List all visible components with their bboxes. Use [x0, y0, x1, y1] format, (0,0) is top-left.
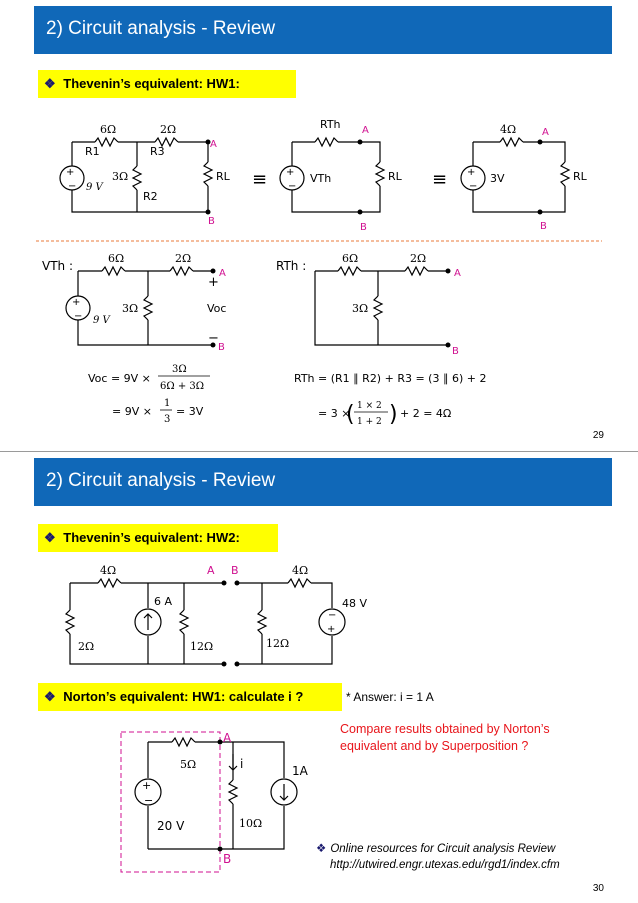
resources-line-1: Online resources for Circuit analysis Review — [330, 843, 556, 855]
svg-text:+: + — [327, 624, 336, 635]
vth-label: VTh — [310, 172, 332, 185]
page-number-29: 29 — [592, 430, 604, 441]
online-resources — [316, 841, 560, 873]
diamond-bullet-icon: ❖ — [44, 76, 56, 91]
voc-equation-left: Voc = 9V × — [88, 372, 151, 385]
r3-name-label: R3 — [150, 145, 165, 158]
svg-text:): ) — [389, 402, 398, 427]
rth-equation2-left: = 3 × — [318, 407, 351, 420]
svg-text:+: + — [286, 167, 295, 178]
hw2-node-b: B — [231, 564, 239, 577]
vth-voc-label: Voc — [207, 302, 227, 315]
thevenin-hw1-text: Thevenin’s equivalent: HW1: — [63, 76, 240, 91]
resources-url[interactable]: http://utwired.engr.utexas.edu/rgd1/index.cfm — [330, 859, 560, 871]
slide-title: 2) Circuit analysis - Review — [46, 18, 276, 39]
vth-node-b: B — [218, 342, 225, 353]
rth-r-right-label: 2Ω — [410, 252, 427, 265]
norton-voltage-source: 20 V — [157, 819, 185, 833]
resistor-4ohm — [500, 138, 523, 146]
node-b-label-2: B — [360, 222, 367, 233]
norton-dashed-box — [121, 732, 220, 872]
resistor-rl-3 — [561, 162, 569, 186]
svg-text:−: − — [469, 181, 478, 192]
rth-equation2-den: 1 + 2 — [357, 417, 382, 427]
vth-minus-sign: − — [208, 331, 219, 346]
hw2-r-left: 2Ω — [78, 640, 95, 653]
equivalence-symbol-2: ≡ — [432, 169, 448, 190]
svg-text:+: + — [142, 779, 152, 792]
node-a-label-1: A — [210, 139, 217, 150]
svg-text:+: + — [66, 167, 75, 178]
vth-heading: VTh : — [42, 259, 74, 273]
voc-equation2-right: = 3V — [176, 405, 204, 418]
svg-text:−: − — [328, 610, 337, 621]
svg-text:−: − — [74, 311, 83, 322]
diamond-bullet-icon: ❖ — [316, 843, 327, 855]
svg-text:+: + — [72, 297, 81, 308]
svg-text:−: − — [288, 181, 297, 192]
node-b-label-1: B — [208, 216, 215, 227]
resistor-rl-2 — [376, 162, 384, 186]
norton-node-a: A — [223, 731, 232, 745]
rl-label-3: RL — [573, 170, 587, 183]
rth-node-b: B — [452, 346, 459, 357]
norton-hw1-text: Norton’s equivalent: HW1: calculate i ? — [63, 689, 304, 704]
svg-text:−: − — [144, 794, 154, 807]
hw2-circuit-diagram — [0, 452, 638, 903]
vth-r-left-label: 6Ω — [108, 252, 125, 265]
diamond-bullet-icon: ❖ — [44, 530, 56, 545]
hw2-voltage-source: 48 V — [342, 597, 368, 610]
rth-label: RTh — [320, 118, 341, 131]
norton-r-shunt: 10Ω — [239, 817, 263, 830]
vth-r-right-label: 2Ω — [175, 252, 192, 265]
norton-current-i: i — [240, 757, 244, 771]
voc-equation-num: 3Ω — [172, 364, 187, 375]
voc-equation-den: 6Ω + 3Ω — [160, 381, 205, 392]
compare-line-1: Compare results obtained by Norton’s — [340, 722, 550, 736]
hw2-r-top-right: 4Ω — [292, 564, 309, 577]
rth-r-shunt-label: 3Ω — [352, 302, 369, 315]
vth-node-a: A — [219, 268, 226, 279]
diamond-bullet-icon: ❖ — [44, 689, 56, 704]
resistor-r2 — [133, 166, 141, 190]
rth-equation2-num: 1 × 2 — [357, 401, 382, 411]
vth-plus-sign: + — [208, 275, 219, 290]
hw1-circuit-diagram — [0, 0, 638, 451]
vth-source-label: 9 V — [93, 315, 110, 326]
slide-29 — [0, 0, 638, 451]
norton-hw1-label — [38, 683, 342, 711]
r2-name-label: R2 — [143, 190, 158, 203]
voc-equation2-num: 1 — [164, 398, 171, 409]
voc-equation2-left: = 9V × — [112, 405, 152, 418]
rth-r-left-label: 6Ω — [342, 252, 359, 265]
node-b-label-3: B — [540, 221, 547, 232]
resistor-rth — [315, 138, 338, 146]
norton-node-b: B — [223, 852, 232, 866]
slide-title-2: 2) Circuit analysis - Review — [46, 470, 276, 491]
hw2-r-mid1: 12Ω — [190, 640, 214, 653]
answer-text: * Answer: i = 1 A — [346, 690, 434, 704]
compare-line-2: equivalent and by Superposition ? — [340, 739, 529, 753]
r1-value-label: 6Ω — [100, 123, 117, 136]
rth-equation1: RTh = (R1 ∥ R2) + R3 = (3 ∥ 6) + 2 — [294, 372, 487, 385]
hw2-node-a: A — [207, 564, 215, 577]
page-number-30: 30 — [592, 883, 604, 894]
slide-30 — [0, 452, 638, 903]
node-a-label-3: A — [542, 127, 549, 138]
rl-label-1: RL — [216, 170, 230, 183]
node-a-label-2: A — [362, 125, 369, 136]
vth-r-shunt-label: 3Ω — [122, 302, 139, 315]
rth-heading: RTh : — [276, 259, 307, 273]
compare-note — [340, 721, 550, 755]
rth-equation2-right: + 2 = 4Ω — [400, 407, 452, 420]
thevenin-hw2-text: Thevenin’s equivalent: HW2: — [63, 530, 240, 545]
vth-value-label: 3V — [490, 172, 505, 185]
r2-value-label: 3Ω — [112, 170, 129, 183]
norton-r-top: 5Ω — [180, 758, 197, 771]
source-value-label: 9 V — [86, 182, 103, 193]
hw2-r-top-left: 4Ω — [100, 564, 117, 577]
r3-value-label: 2Ω — [160, 123, 177, 136]
equivalence-symbol-1: ≡ — [252, 169, 268, 190]
hw2-current-source: 6 A — [154, 595, 173, 608]
resistor-rl — [204, 162, 212, 186]
r1-name-label: R1 — [85, 145, 100, 158]
svg-text:−: − — [68, 181, 77, 192]
norton-current-source: 1A — [292, 764, 308, 778]
hw2-r-mid2: 12Ω — [266, 637, 290, 650]
voc-equation2-den: 3 — [164, 414, 171, 425]
rth-node-a: A — [454, 268, 461, 279]
rl-label-2: RL — [388, 170, 402, 183]
svg-text:(: ( — [346, 402, 355, 427]
rth-value-label: 4Ω — [500, 123, 517, 136]
svg-text:+: + — [467, 167, 476, 178]
